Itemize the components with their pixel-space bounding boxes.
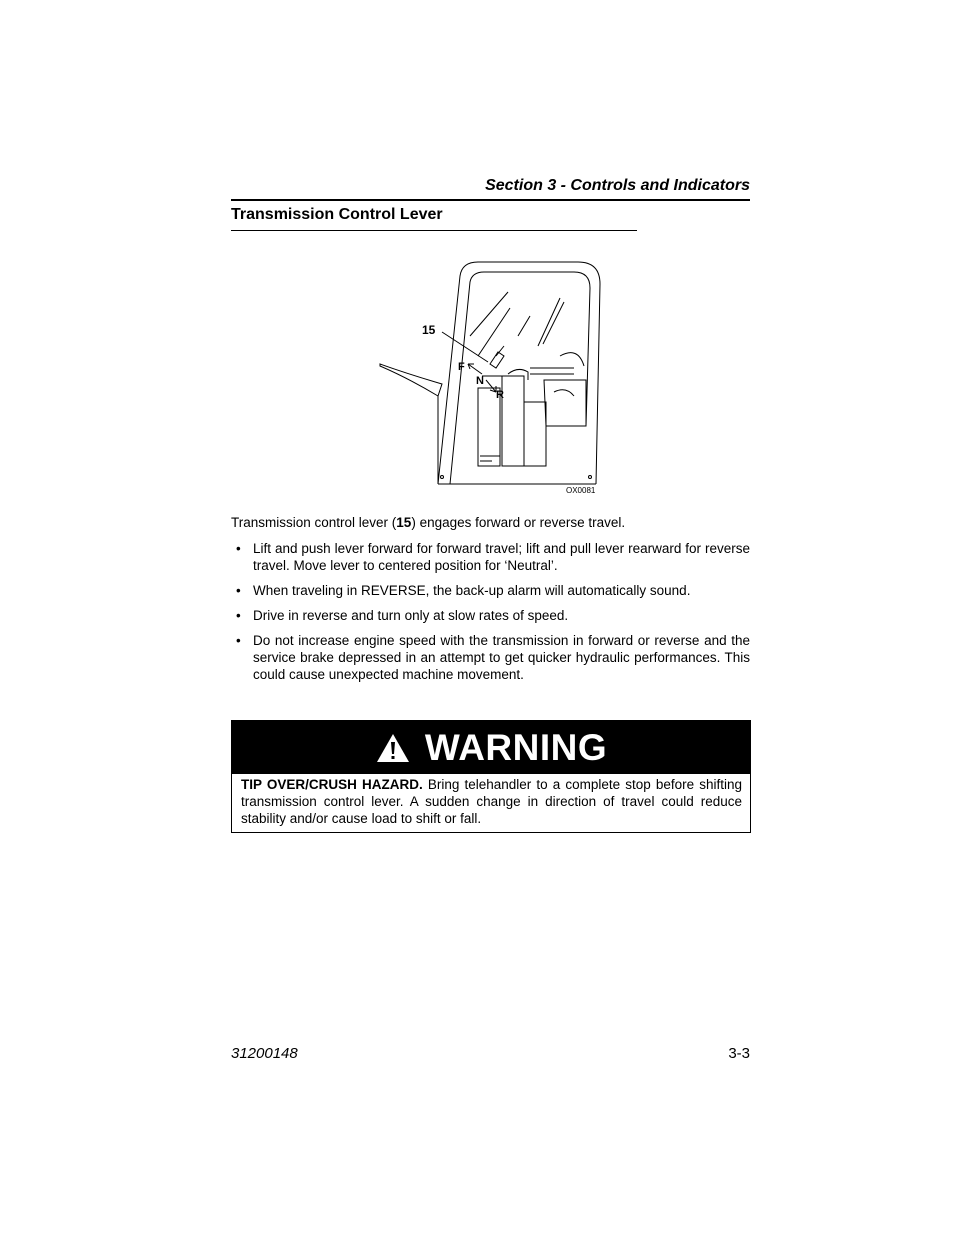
list-item: • Do not increase engine speed with the transmission in forward or reverse and the service brake depressed in an attempt to get quicker hydraulic performances. This could cause unexpected machine movement. <box>231 632 750 683</box>
document-number: 31200148 <box>231 1045 298 1062</box>
cab-frame <box>438 262 600 484</box>
warning-triangle-icon <box>375 732 411 764</box>
subsection-title: Transmission Control Lever <box>231 205 637 231</box>
intro-after: ) engages forward or reverse travel. <box>411 515 626 530</box>
warning-body <box>232 774 750 832</box>
instruction-list <box>231 540 750 691</box>
warning-box <box>231 720 751 833</box>
callout-number: 15 <box>422 323 436 337</box>
list-item: • Drive in reverse and turn only at slow rates of speed. <box>231 607 750 624</box>
forward-arrow <box>468 364 482 374</box>
label-forward: F <box>458 361 465 373</box>
cab-illustration <box>378 256 608 496</box>
intro-ref: 15 <box>396 515 412 530</box>
label-reverse: R <box>496 389 504 401</box>
warning-heading: WARNING <box>424 726 608 768</box>
warning-banner <box>232 721 750 774</box>
hazard-label: TIP OVER/CRUSH HAZARD. <box>241 777 423 792</box>
section-header: Section 3 - Controls and Indicators <box>231 176 750 201</box>
page-number: 3-3 <box>728 1045 750 1062</box>
figure-code: OX0081 <box>566 486 596 495</box>
list-item: • When traveling in REVERSE, the back-up alarm will automatically sound. <box>231 582 750 599</box>
warning-text: Bring telehandler to a complete stop before shifting transmission control lever. A sudden change in direction of travel could reduce stability and/or cause load to shift or fall. <box>241 777 743 826</box>
list-item: • Lift and push lever forward for forward travel; lift and pull lever rearward for reverse travel. Move lever to centered position for ‘Neutral’. <box>231 540 750 574</box>
label-neutral: N <box>476 375 484 387</box>
intro-paragraph <box>231 514 750 531</box>
intro-before: Transmission control lever ( <box>231 515 397 530</box>
side-panel <box>380 364 442 396</box>
